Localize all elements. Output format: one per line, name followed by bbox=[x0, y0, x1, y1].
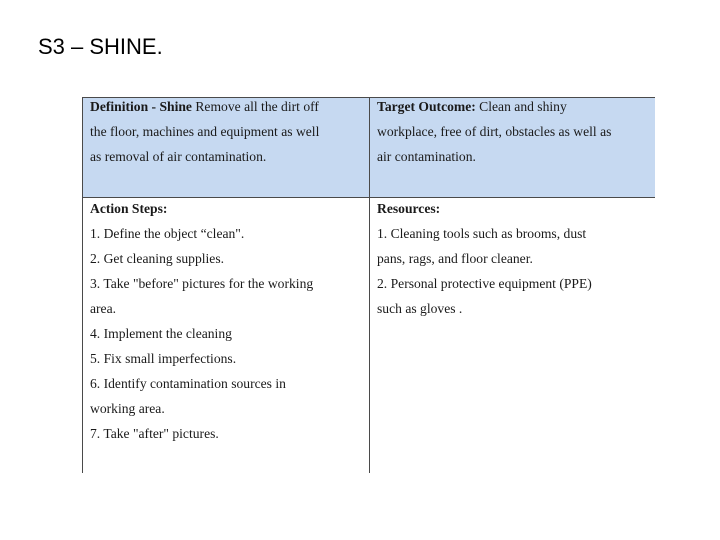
definition-cell bbox=[90, 94, 366, 169]
table-column-divider bbox=[369, 97, 370, 473]
target-outcome-cell bbox=[377, 94, 653, 169]
action-step-line: 5. Fix small imperfections. bbox=[90, 351, 237, 366]
target-outcome-text-line3: air contamination. bbox=[377, 149, 476, 164]
action-step-line: 7. Take "after" pictures. bbox=[90, 426, 219, 441]
definition-label: Definition - Shine bbox=[90, 99, 192, 114]
action-step-line: 3. Take "before" pictures for the working bbox=[90, 276, 314, 291]
definition-text-line3: as removal of air contamination. bbox=[90, 149, 267, 164]
action-step-line: 2. Get cleaning supplies. bbox=[90, 251, 225, 266]
target-outcome-text-line2: workplace, free of dirt, obstacles as well as bbox=[377, 124, 612, 139]
action-steps-cell bbox=[90, 196, 366, 446]
resources-cell bbox=[377, 196, 653, 321]
action-step-line: area. bbox=[90, 301, 117, 316]
resource-line: such as gloves . bbox=[377, 301, 463, 316]
definition-text-line1: Remove all the dirt off bbox=[191, 99, 319, 114]
resource-line: 1. Cleaning tools such as brooms, dust bbox=[377, 226, 587, 241]
target-outcome-label: Target Outcome: bbox=[377, 99, 476, 114]
shine-table bbox=[82, 97, 655, 473]
resources-label: Resources: bbox=[377, 201, 441, 216]
resource-line: pans, rags, and floor cleaner. bbox=[377, 251, 533, 266]
definition-text-line2: the floor, machines and equipment as well bbox=[90, 124, 320, 139]
action-step-line: 4. Implement the cleaning bbox=[90, 326, 232, 341]
action-steps-label: Action Steps: bbox=[90, 201, 168, 216]
table-left-border bbox=[82, 97, 83, 473]
slide-title: S3 – SHINE. bbox=[38, 34, 163, 59]
target-outcome-text-line1: Clean and shiny bbox=[475, 99, 567, 114]
action-step-line: 6. Identify contamination sources in bbox=[90, 376, 286, 391]
resource-line: 2. Personal protective equipment (PPE) bbox=[377, 276, 592, 291]
action-step-line: 1. Define the object “clean". bbox=[90, 226, 245, 241]
action-step-line: working area. bbox=[90, 401, 165, 416]
